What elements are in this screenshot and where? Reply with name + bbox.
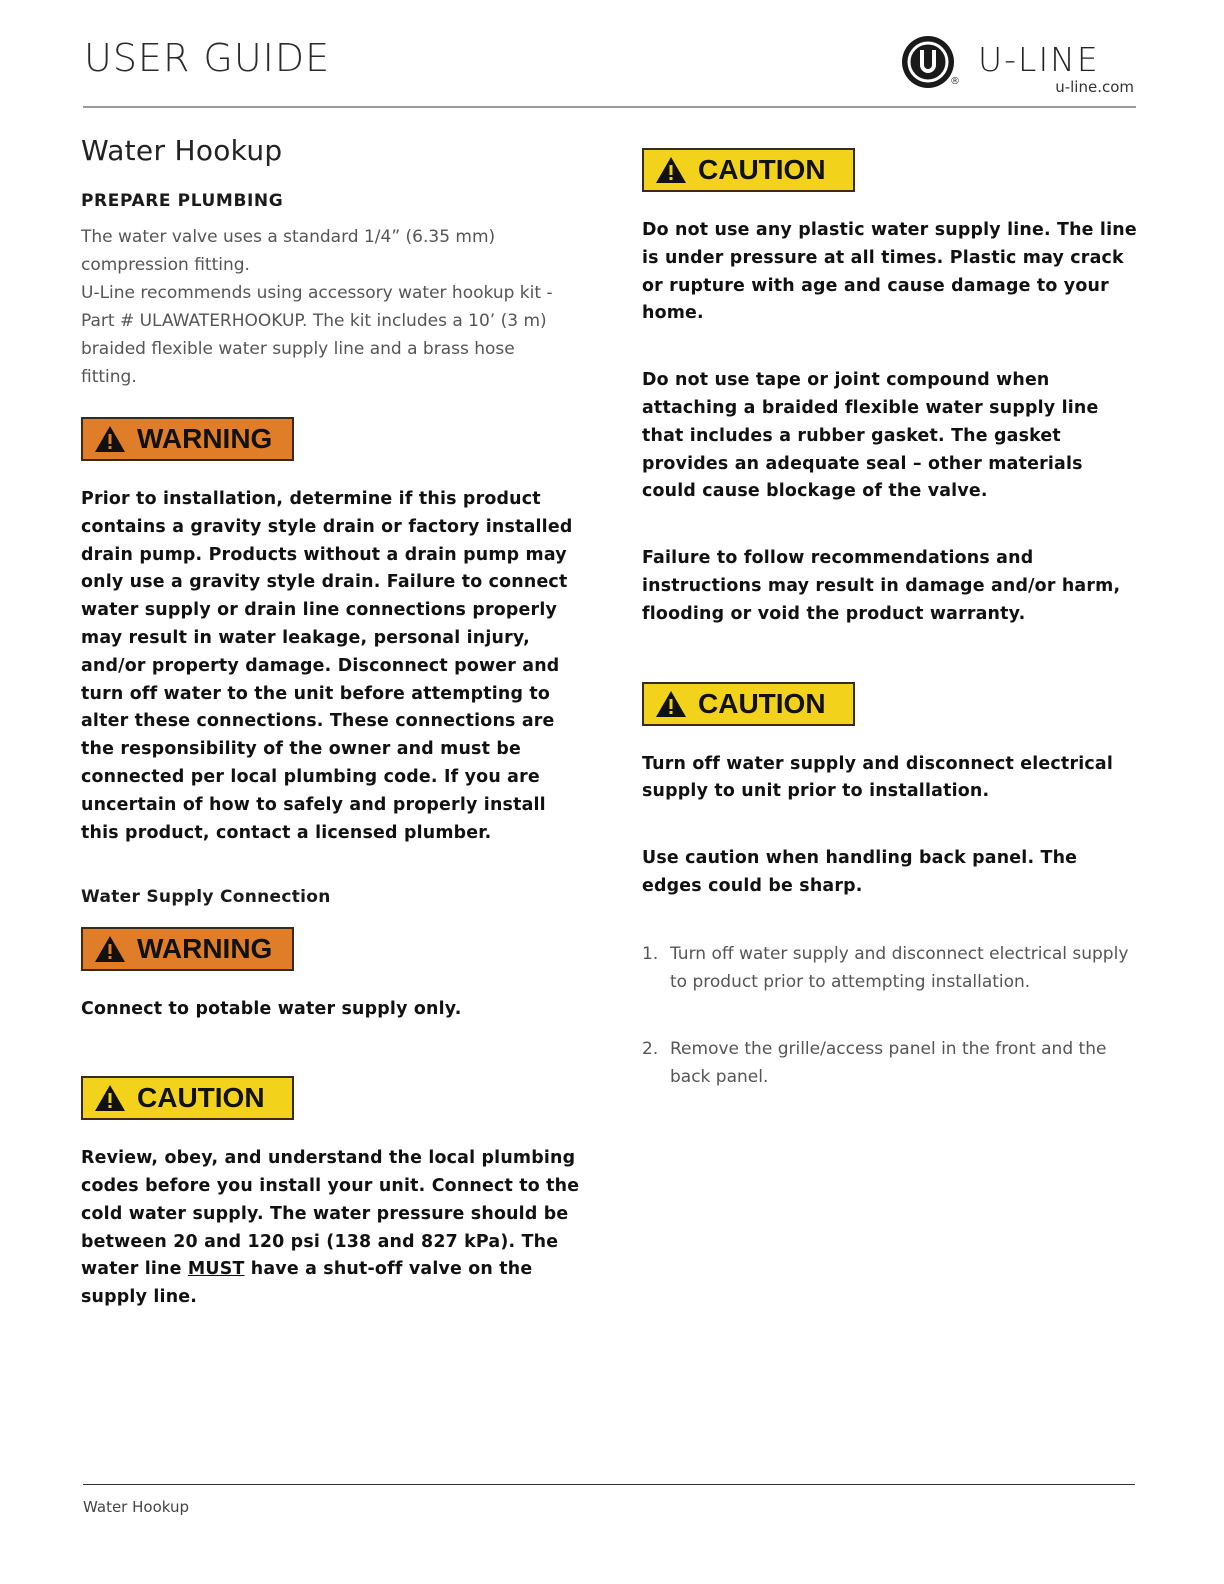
prepare-plumbing-heading: PREPARE PLUMBING (81, 191, 284, 211)
step-number: 1. (642, 943, 659, 964)
plumbing-codes-text-a: Review, obey, and understand the local plumbing codes before you install your unit. Connect to the cold water supply. The water pressure should be between 20 and 120 psi (138 and 827 kPa). The water line (81, 1148, 580, 1280)
step-number: 2. (642, 1038, 659, 1059)
header-divider (83, 106, 1136, 108)
caution-label: CAUTION (698, 154, 826, 185)
turn-off-supply-text: Turn off water supply and disconnect electrical supply to unit prior to installation. (642, 753, 1113, 802)
u-line-logo-icon (900, 34, 956, 90)
warning-triangle-icon (654, 689, 688, 719)
step-text: Turn off water supply and disconnect electrical supply to product prior to attempting installation. (670, 943, 1129, 992)
list-item (642, 940, 1142, 996)
caution-badge (642, 682, 855, 726)
caution-badge (642, 148, 855, 192)
brand-wordmark: U-LINE (978, 40, 1100, 79)
intro-paragraph-1: The water valve uses a standard 1/4” (6.35 mm) compression fitting. (81, 227, 496, 275)
warning-badge (81, 927, 294, 971)
footer-section-name: Water Hookup (83, 1498, 189, 1516)
warning-triangle-icon (93, 934, 127, 964)
section-title: Water Hookup (81, 134, 283, 167)
warning-badge (81, 417, 294, 461)
intro-paragraph-2: U-Line recommends using accessory water hookup kit - Part # ULAWATERHOOKUP. The kit includes a 10’ (3 m) braided flexible water supply line and a brass hose fitting. (81, 283, 553, 387)
step-text: Remove the grille/access panel in the front and the back panel. (670, 1038, 1107, 1087)
plumbing-codes-text-b: have a shut-off valve on the supply line. (81, 1259, 533, 1308)
back-panel-text: Use caution when handling back panel. The edges could be sharp. (642, 848, 1078, 896)
warning-label: WARNING (137, 423, 273, 454)
plastic-line-text: Do not use any plastic water supply line. The line is under pressure at all times. Plastic may crack or rupture with age and cause damage to your home. (642, 220, 1137, 324)
plumbing-codes-text (81, 1145, 581, 1312)
warning-triangle-icon (93, 1083, 127, 1113)
left-column (81, 134, 581, 1312)
must-emphasis: MUST (187, 1259, 245, 1280)
warning-triangle-icon (93, 424, 127, 454)
installation-steps (642, 940, 1142, 1091)
list-item (642, 1035, 1142, 1091)
warning-text: Prior to installation, determine if this product contains a gravity style drain or factory installed drain pump. Products without a drain pump may only use a gravity style drain. Failure to connect water supply or drain line connections properly may result in water leakage, personal injury, and/or property damage. Disconnect power and turn off water to the unit before attempting to alter these connections. These connections are the responsibility of the owner and must be connected per local plumbing code. If you are uncertain of how to safely and properly install this product, contact a licensed plumber. (81, 489, 573, 843)
tape-compound-text: Do not use tape or joint compound when attaching a braided flexible water supply line that includes a rubber gasket. The gasket provides an adequate seal – other materials could cause blockage of the valve. (642, 370, 1099, 502)
caution-label: CAUTION (137, 1082, 265, 1114)
warning-triangle-icon (654, 155, 688, 185)
warning-label: WARNING (137, 933, 273, 965)
footer-divider (83, 1484, 1135, 1485)
caution-label: CAUTION (698, 687, 826, 719)
water-supply-heading: Water Supply Connection (81, 887, 331, 908)
brand-logo (900, 34, 1140, 98)
page-header-title: USER GUIDE (84, 36, 331, 80)
caution-badge (81, 1076, 294, 1120)
right-column (642, 148, 1142, 1091)
potable-water-text: Connect to potable water supply only. (81, 999, 462, 1020)
brand-url: u-line.com (1055, 78, 1134, 96)
recommendations-text: Failure to follow recommendations and instructions may result in damage and/or harm, flooding or void the product warranty. (642, 548, 1121, 624)
registered-mark: ® (950, 76, 960, 87)
